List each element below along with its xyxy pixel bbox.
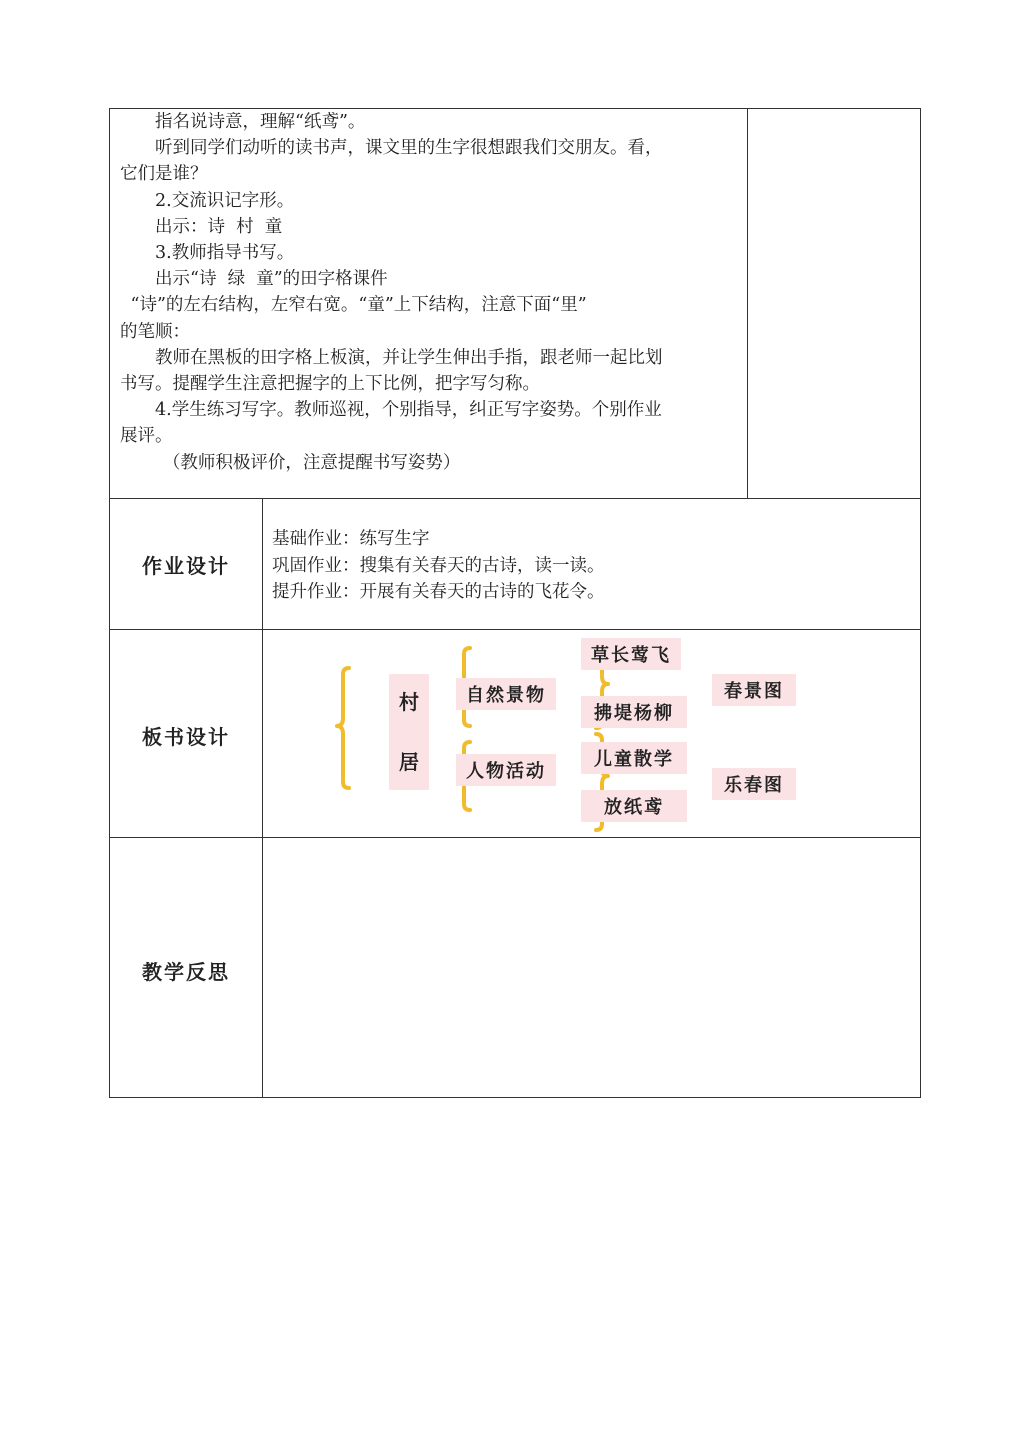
homework-item-basic: 基础作业：练写生字 (272, 529, 430, 549)
procedure-line: 出示“诗 绿 童”的田字格课件 (155, 269, 388, 290)
procedure-line: 出示：诗 村 童 (155, 216, 283, 237)
lesson-plan-table (109, 108, 921, 1098)
procedure-line: 它们是谁？ (120, 164, 208, 185)
procedure-line: （教师积极评价，注意提醒书写姿势） (162, 452, 461, 473)
board-title-char: 居 (399, 750, 419, 774)
homework-item-consolidate: 巩固作业：搜集有关春天的古诗，读一读。 (272, 555, 605, 576)
board-result-spring-joy: 乐春图 (712, 768, 796, 800)
procedure-line: 展评。 (120, 426, 173, 447)
brace-title (337, 668, 349, 788)
board-label: 板书设计 (142, 725, 230, 749)
board-title-box (389, 674, 429, 790)
procedure-line: 指名说诗意，理解“纸鸢”。 (155, 112, 366, 132)
reflection-content-area (263, 838, 921, 1098)
board-leaf: 拂堤杨柳 (581, 696, 687, 728)
procedure-line: 3.教师指导书写。 (155, 243, 295, 264)
board-result-spring-scene: 春景图 (712, 674, 796, 706)
procedure-line: “诗”的左右结构，左窄右宽。“童”上下结构，注意下面“里” (130, 295, 587, 316)
procedure-line: 4.学生练习写字。教师巡视，个别指导，纠正写字姿势。个别作业 (155, 400, 662, 421)
board-diagram (263, 630, 921, 838)
board-leaf: 草长莺飞 (581, 638, 681, 670)
procedure-line: 2.交流识记字形。 (155, 190, 295, 211)
board-leaf: 放纸鸢 (581, 790, 687, 822)
procedure-line: 书写。提醒学生注意把握字的上下比例，把字写匀称。 (120, 374, 540, 395)
column-divider-notes (747, 109, 748, 498)
board-title-char: 村 (399, 690, 419, 714)
board-leaf: 儿童散学 (581, 742, 687, 774)
reflection-label: 教学反思 (142, 960, 230, 984)
procedure-line: 的笔顺： (120, 321, 190, 342)
homework-list (272, 526, 605, 606)
homework-label: 作业设计 (142, 554, 230, 578)
board-branch-people: 人物活动 (456, 754, 556, 786)
procedure-text (120, 109, 740, 476)
procedure-line: 教师在黑板的田字格上板演，并让学生伸出手指，跟老师一起比划 (155, 347, 663, 368)
homework-item-advanced: 提升作业：开展有关春天的古诗的飞花令。 (272, 582, 605, 602)
procedure-line: 听到同学们动听的读书声，课文里的生字很想跟我们交朋友。看， (155, 138, 663, 159)
board-branch-nature: 自然景物 (456, 678, 556, 710)
row-divider-procedure (110, 498, 920, 499)
